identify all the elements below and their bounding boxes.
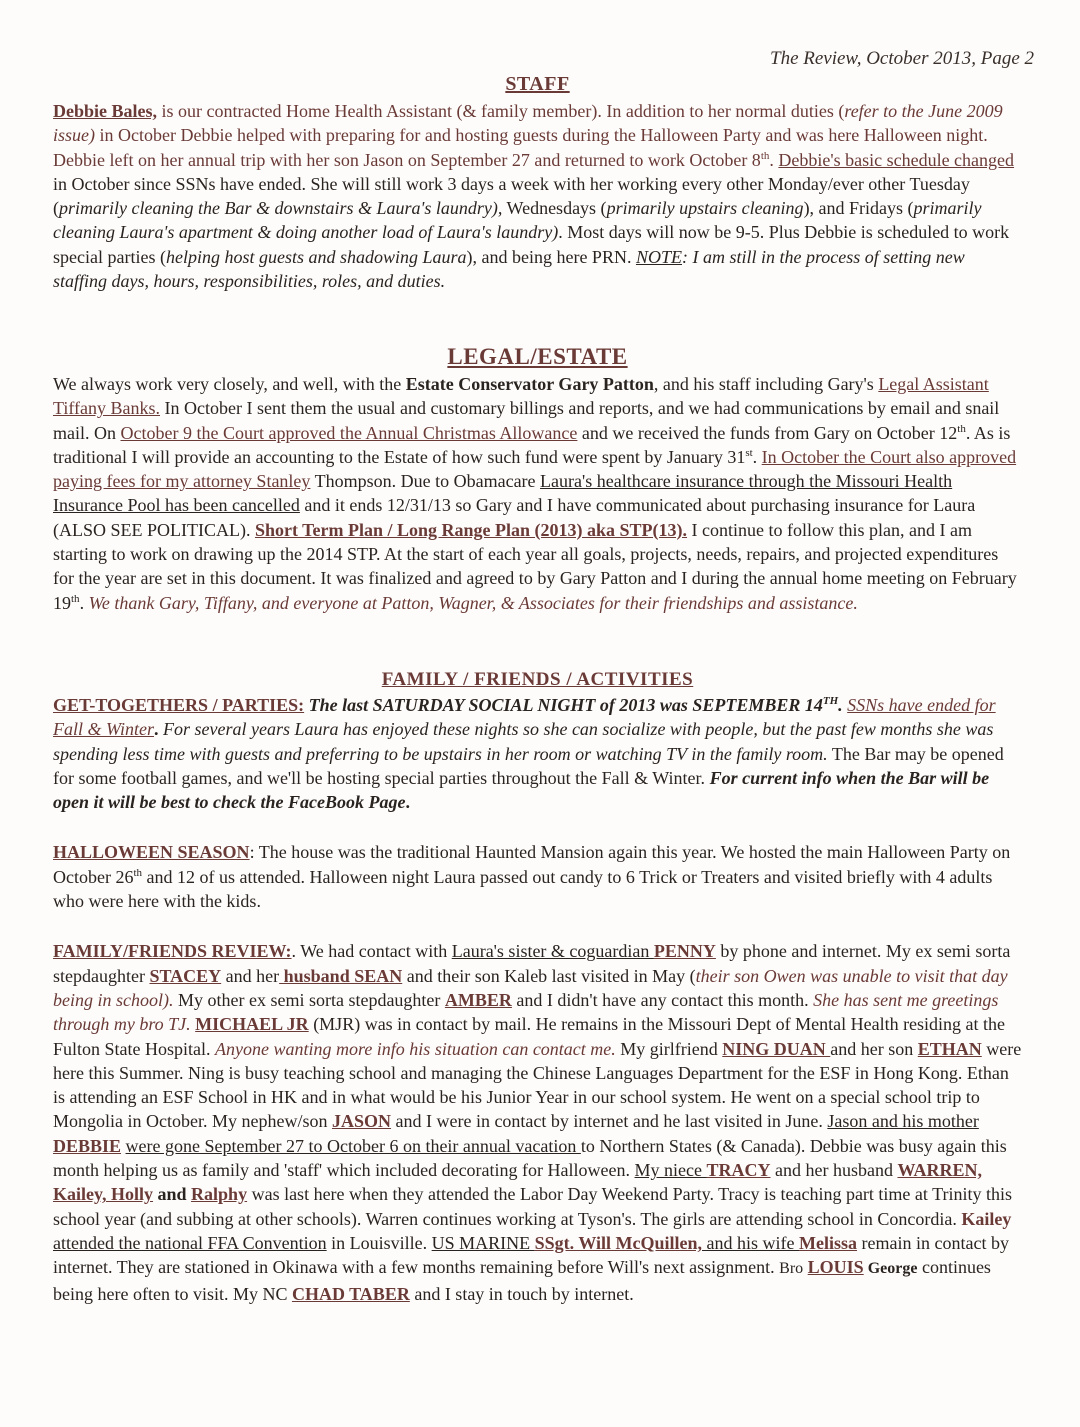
- text: JASON: [331, 1111, 391, 1132]
- text: For several years Laura has enjoyed these nights so she can socialize with people, but the past few months she was spending less time with guests and preferring to be upstairs in her room or watching TV in the family room.: [53, 719, 994, 764]
- text: (MJR) was in contact by mail. He remains in the Missouri Dept of Mental Health residing at the Fulton State Hospital.: [53, 1014, 1006, 1059]
- text: NOTE: [635, 246, 682, 267]
- text: I continue to follow this plan, and I am starting to work on drawing up the 2014 STP. At the start of each year all goals, projects, needs, repairs, and projected expenditures for the year are set in this document. It was finalized and agreed to by Gary Patton and I during the annual home meeting on February 19: [53, 519, 1017, 613]
- text: We always work very closely, and well, with the: [53, 374, 406, 394]
- text: helping host guests and shadowing Laura: [165, 246, 467, 267]
- text: and: [153, 1184, 192, 1205]
- legal-title: LEGAL/ESTATE: [447, 344, 628, 369]
- text: FAMILY/FRIENDS REVIEW:: [53, 941, 292, 962]
- text: WARREN, Kailey, Holly: [53, 1160, 982, 1205]
- text: Estate Conservator Gary Patton: [405, 374, 654, 394]
- text: .: [79, 592, 89, 613]
- text: and her: [221, 965, 280, 986]
- text: In October I sent them the usual and customary billings and reports, and we had communications by email and snail mail. On: [53, 398, 1000, 443]
- text: .: [752, 446, 762, 467]
- text: , and his staff including Gary's: [653, 374, 879, 394]
- text: TH: [822, 695, 839, 707]
- text: primarily upstairs cleaning: [606, 198, 804, 219]
- text: SSNs have ended for Fall & Winter: [53, 695, 996, 740]
- text: She has sent me greetings through my bro TJ.: [53, 989, 999, 1035]
- text: CHAD TABER: [291, 1283, 410, 1304]
- family-title: FAMILY / FRIENDS / ACTIVITIES: [381, 669, 694, 690]
- text: and her son: [830, 1038, 918, 1059]
- get-togethers-paragraph: [53, 693, 1022, 814]
- text: . We had contact with: [291, 941, 452, 962]
- text: and I stay in touch by internet.: [409, 1283, 634, 1304]
- text: continues being here often to visit. My NC: [53, 1257, 991, 1304]
- text: Thompson. Due to Obamacare: [310, 471, 541, 492]
- text: ), and being here PRN.: [466, 246, 636, 267]
- text: attended the national FFA Convention: [53, 1232, 327, 1253]
- text: and we received the funds from Gary on October 12: [577, 422, 958, 443]
- text: The last SATURDAY SOCIAL NIGHT of 2013 was SEPTEMBER 14: [304, 695, 823, 715]
- text: GET-TOGETHERS / PARTIES:: [53, 695, 305, 715]
- text: and I were in contact by internet and he last visited in June.: [390, 1111, 828, 1132]
- text: AMBER: [444, 989, 512, 1010]
- text: husband SEAN: [279, 965, 403, 986]
- running-header: The Review, October 2013, Page 2: [770, 48, 1034, 69]
- legal-paragraph: [53, 372, 1022, 615]
- text: HALLOWEEN SEASON: [53, 842, 250, 863]
- text: and her husband: [770, 1160, 898, 1181]
- text: PENNY: [653, 941, 716, 962]
- text: George: [863, 1260, 918, 1278]
- legal-section: [53, 345, 1022, 615]
- text: their son Owen was unable to visit that day being in school).: [53, 965, 1008, 1010]
- text: My girlfriend: [615, 1038, 723, 1059]
- text: We thank Gary, Tiffany, and everyone at Patton, Wagner, & Associates for their friendships and assistance.: [88, 592, 858, 613]
- text: Debbie's basic schedule changed: [778, 149, 1015, 170]
- text: th: [957, 422, 966, 435]
- text: were gone September 27 to October 6 on their annual vacation: [125, 1135, 581, 1156]
- text: SSgt. Will McQuillen,: [534, 1232, 703, 1253]
- text: Kailey: [961, 1208, 1012, 1229]
- text: Short Term Plan / Long Range Plan (2013) aka STP(13).: [254, 519, 688, 540]
- text: Legal Assistant Tiffany Banks.: [53, 374, 989, 419]
- family-section: [53, 668, 1022, 1306]
- text: and I didn't have any contact this month.: [511, 989, 814, 1010]
- text: and 12 of us attended. Halloween night Laura passed out candy to 6 Trick or Treaters and visited briefly with 4 adults who were here with the kids.: [53, 866, 993, 912]
- text: .: [769, 149, 779, 170]
- text: : The house was the traditional Haunted Mansion again this year. We hosted the main Halloween Party on October 26: [53, 842, 1011, 887]
- text: . Most days will now be 9-5. Plus Debbie is scheduled to work special parties (: [53, 222, 1010, 267]
- text: .: [154, 719, 159, 740]
- text: October 9 the Court approved the Annual Christmas Allowance: [120, 422, 578, 443]
- text: was last here when they attended the Labor Day Weekend Party. Tracy is teaching part time at Trinity this school year (and subbing at other schools). Warren continues working at Tyson's. The girls are attending school in Concordia.: [53, 1184, 1012, 1229]
- text: .: [405, 792, 410, 813]
- text: US MARINE: [431, 1232, 535, 1253]
- text: Bro: [779, 1260, 804, 1278]
- text: Melissa: [799, 1232, 858, 1253]
- text: in Louisville.: [326, 1232, 432, 1253]
- text: Wednesdays (: [502, 198, 607, 219]
- text: .: [838, 695, 843, 715]
- text: My niece: [634, 1160, 707, 1181]
- text: In October the Court also approved paying fees for my attorney Stanley: [53, 446, 1017, 492]
- text: remain in contact by internet. They are stationed in Okinawa with a few months remaining before Will's next assignment.: [53, 1232, 1009, 1278]
- halloween-paragraph: [53, 840, 1022, 913]
- text: by phone and internet. My ex semi sorta stepdaughter: [53, 941, 1011, 986]
- text: MICHAEL JR: [195, 1014, 309, 1035]
- text: in October since SSNs have ended. She will still work 3 days a week with her working every other Monday/ever other Tuesday (: [53, 173, 970, 219]
- text: and his wife: [702, 1232, 800, 1253]
- text: refer to the June 2009 issue): [53, 101, 1003, 146]
- text: is our contracted Home Health Assistant (& family member). In addition to her normal duties (: [157, 101, 845, 121]
- text: Jason and his mother: [827, 1111, 979, 1132]
- text: to Northern States (& Canada). Debbie was busy again this month helping us as family and 'staff' which included decorating for Halloween.: [53, 1135, 1007, 1181]
- text: th: [71, 592, 80, 605]
- debbie-name: Debbie Bales,: [53, 101, 158, 121]
- text: primarily cleaning Laura's apartment & doing another load of Laura's laundry): [53, 198, 982, 243]
- text: ETHAN: [917, 1038, 982, 1059]
- text: Anyone wanting more info his situation can contact me.: [215, 1038, 616, 1059]
- staff-section: [53, 72, 1022, 293]
- text: LOUIS: [807, 1257, 864, 1278]
- text: and it ends 12/31/13 so Gary and I have communicated about purchasing insurance for Laura (ALSO SEE POLITICAL).: [53, 495, 976, 540]
- text: th: [760, 149, 770, 162]
- text: TRACY: [706, 1160, 771, 1181]
- text: For current info when the Bar will be open it will be best to check the FaceBook Page: [53, 767, 990, 813]
- text: DEBBIE: [53, 1135, 122, 1156]
- text: ), and Fridays (: [803, 198, 914, 219]
- text: . As is traditional I will provide an accounting to the Estate of how such fund were spent by January 31: [53, 422, 1011, 467]
- text: Laura's healthcare insurance through the Missouri Health Insurance Pool has been cancelled: [53, 471, 953, 516]
- staff-title: STAFF: [505, 73, 570, 95]
- text: STACEY: [149, 965, 222, 986]
- text: and their son Kaleb last visited in May (: [402, 965, 696, 986]
- family-review-paragraph: [53, 939, 1022, 1305]
- text: th: [133, 866, 143, 879]
- text: : I am still in the process of setting new staffing days, hours, responsibilities, roles, and duties.: [53, 246, 965, 292]
- text: in October Debbie helped with preparing for and hosting guests during the Halloween Party and was here Halloween night. Debbie left on her annual trip with her son Jason on September 27 and returned to work October 8: [53, 125, 988, 170]
- staff-paragraph: [53, 99, 1022, 293]
- text: were here this Summer. Ning is busy teaching school and managing the Chinese Languages Department for the ESF in Hong Kong. Ethan is attending an ESF School in HK and in what would be his Junior Year in our school system. He went on a special school trip to Mongolia in October. My nephew/son: [53, 1038, 1022, 1132]
- text: st: [745, 446, 753, 459]
- text: primarily cleaning the Bar & downstairs & Laura's laundry),: [59, 198, 503, 219]
- text: Laura's sister & coguardian: [451, 941, 654, 962]
- text: NING DUAN: [722, 1038, 831, 1059]
- text: Ralphy: [191, 1184, 248, 1205]
- text: The Bar may be opened for some football games, and we'll be hosting special parties throughout the Fall & Winter.: [53, 743, 1004, 788]
- text: My other ex semi sorta stepdaughter: [173, 989, 445, 1010]
